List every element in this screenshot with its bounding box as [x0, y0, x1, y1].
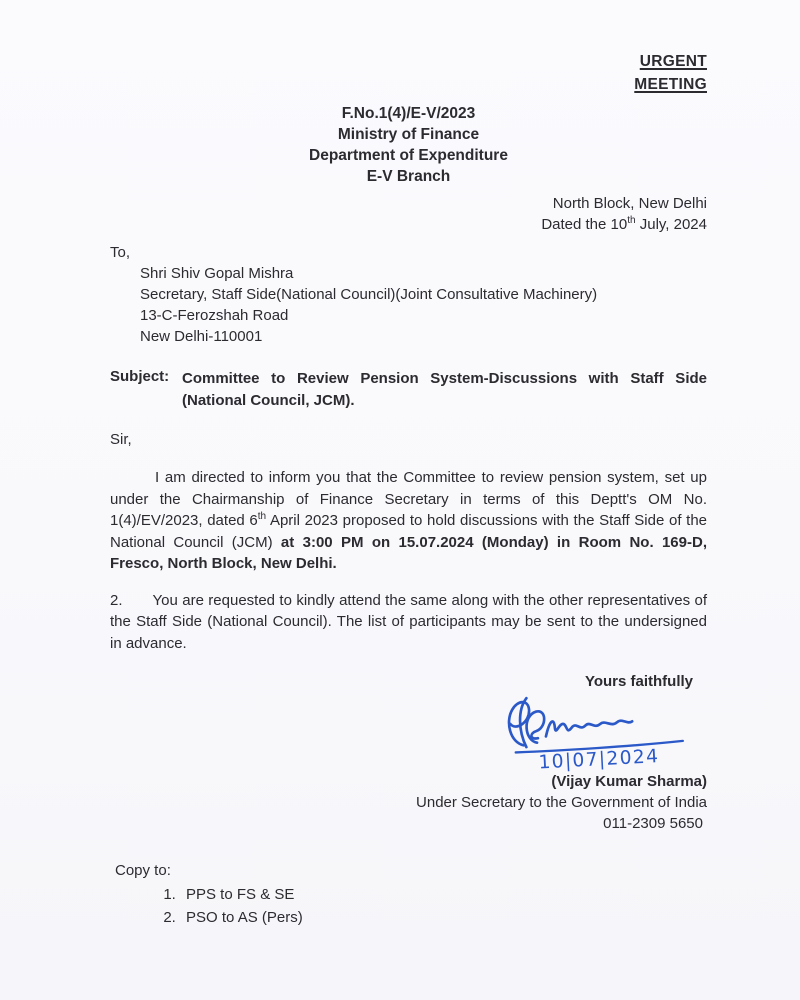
copy-item: 2. PSO to AS (Pers)	[180, 906, 707, 929]
letter-content	[110, 0, 707, 929]
para1-superscript: th	[257, 511, 267, 522]
para1-text-b: April 2023 proposed to hold discussions with the Staff Side of the National Council (JCM)	[110, 512, 708, 551]
date-superscript: th	[627, 215, 636, 226]
para2-number: 2.	[110, 591, 123, 609]
para1-text-a: I am directed to inform you that the Committee to review pension system, set up under the Chairmanship of Finance Secretary in terms of this Deptt's OM No. 1(4)/EV/2023, dated 6	[110, 469, 707, 529]
recipient-name: Shri Shiv Gopal Mishra	[140, 265, 294, 282]
branch-name: E-V Branch	[366, 168, 451, 185]
handwritten-signature	[490, 692, 705, 772]
subject-block	[110, 368, 707, 412]
date-suffix: July, 2024	[635, 216, 707, 233]
signature-date: 10|07|2024	[537, 746, 660, 772]
paragraph-1	[110, 467, 707, 575]
date-line	[110, 214, 707, 235]
copy-to-label: Copy to:	[115, 862, 171, 879]
recipient-street: 13-C-Ferozshah Road	[140, 307, 289, 324]
urgent-banner	[110, 50, 707, 96]
paragraph-2	[110, 590, 707, 655]
to-label: To,	[110, 244, 131, 261]
recipient-designation: Secretary, Staff Side(National Council)(Joint Consultative Machinery)	[140, 286, 598, 303]
signature-block	[110, 692, 707, 772]
para1-meeting-details: at 3:00 PM on 15.07.2024 (Monday) in Room No. 169-D, Fresco, North Block, New Delhi.	[110, 533, 707, 572]
copy-to-list	[110, 883, 707, 929]
subject-label: Subject:	[110, 368, 170, 385]
signatory-phone: 011-2309 5650	[603, 815, 703, 832]
ministry-name: Ministry of Finance	[337, 126, 480, 143]
signature-stroke-loop2	[527, 711, 545, 742]
department-name: Department of Expenditure	[309, 147, 508, 164]
place-date-block	[110, 193, 707, 235]
copy-item: 1. PPS to FS & SE	[180, 883, 707, 906]
place-line: North Block, New Delhi	[552, 195, 707, 212]
meeting-label: MEETING	[634, 76, 707, 93]
salutation: Sir,	[110, 431, 132, 448]
recipient-city: New Delhi-110001	[140, 328, 263, 345]
signature-stroke-scribble	[546, 721, 632, 737]
closing-line: Yours faithfully	[584, 673, 693, 690]
signatory-designation: Under Secretary to the Government of India	[416, 794, 707, 811]
letterhead	[110, 103, 707, 187]
urgent-label: URGENT	[639, 53, 707, 70]
subject-text: Committee to Review Pension System-Discussions with Staff Side (National Council, JCM).	[182, 370, 707, 409]
file-number: F.No.1(4)/E-V/2023	[341, 105, 476, 122]
para2-text: You are requested to kindly attend the same along with the other representatives of the Staff Side (National Council). The list of participants may be sent to the undersigned in advance.	[110, 591, 707, 652]
signatory-name: (Vijay Kumar Sharma)	[551, 773, 707, 790]
date-prefix: Dated the 10	[541, 216, 628, 233]
